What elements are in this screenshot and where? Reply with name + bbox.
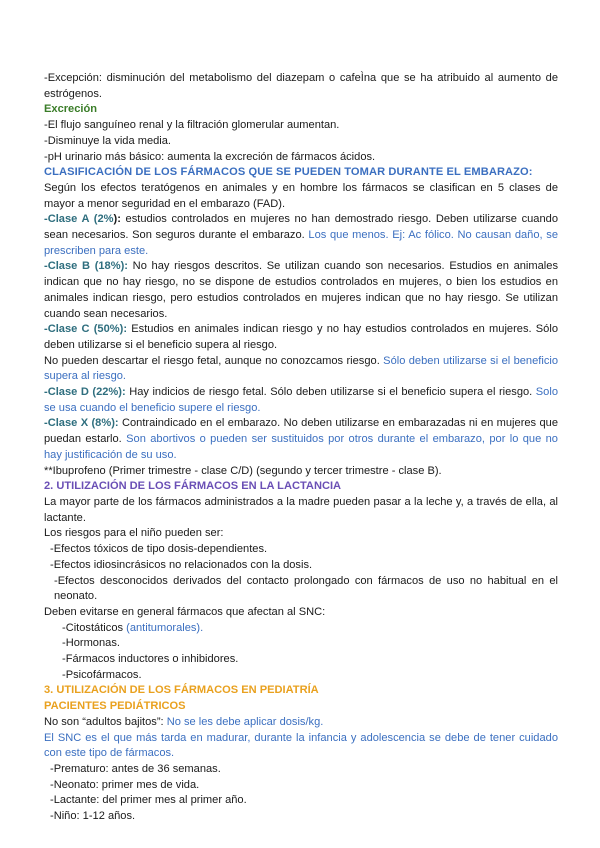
paragraph: Los riesgos para el niño pueden ser:: [44, 527, 224, 540]
clase-d-note: Solo se usa cuando el beneficio supere el riesgo.: [44, 386, 558, 414]
section-heading-excrecion: Excreción: [44, 103, 98, 116]
paragraph-clase-b: [44, 259, 558, 322]
paragraph: Deben evitarse en general fármacos que afectan al SNC:: [44, 605, 326, 618]
clase-c-label: -Clase C (50%):: [44, 323, 128, 336]
text: -Citostáticos: [62, 621, 127, 634]
clase-b-label: -Clase B (18%):: [44, 260, 128, 273]
paragraph: -El flujo sanguíneo renal y la filtración glomerular aumentan.: [44, 119, 340, 132]
clase-x-note: Son abortivos o pueden ser sustituidos por otros durante el embarazo, por lo que no hay justificación de su uso.: [44, 433, 558, 461]
clase-x-text: Contraindicado en el embarazo. No deben utilizarse en embarazadas ni en mujeres que puedan estarlo.: [44, 417, 558, 446]
list-item: -Neonato: primer mes de vida.: [50, 778, 200, 791]
document-page: [44, 71, 558, 825]
clase-x-label: -Clase X (8%):: [44, 417, 119, 430]
subheading-pacientes-pediatricos: PACIENTES PEDIÁTRICOS: [44, 700, 186, 713]
section-heading-pediatria: 3. UTILIZACIÓN DE LOS FÁRMACOS EN PEDIATRÍA: [44, 684, 319, 697]
clase-d-text: Hay indicios de riesgo fetal. Sólo deben utilizarse si el beneficio supera el riesgo.: [125, 386, 536, 399]
list-item: -Psicofármacos.: [62, 668, 142, 681]
paragraph: La mayor parte de los fármacos administrados a la madre pueden pasar a la leche y, a través de ella, al lactante.: [44, 495, 558, 524]
paragraph-clase-a: [44, 212, 558, 259]
paragraph: -pH urinario más básico: aumenta la excreción de fármacos ácidos.: [44, 150, 376, 163]
list-item: -Niño: 1-12 años.: [50, 810, 136, 823]
clase-a-text: estudios controlados en mujeres no han demostrado riesgo. Deben utilizarse cuando sean necesarios. Son seguros durante el embarazo.: [44, 213, 558, 242]
paragraph: [44, 715, 558, 731]
paragraph: Según los efectos teratógenos en animales y en hombre los fármacos se clasifican en 5 clases de mayor a menor seguridad en el embarazo (FAD).: [44, 181, 558, 210]
paragraph-clase-x: [44, 416, 558, 463]
text: No son “adultos bajitos”:: [44, 715, 167, 728]
paragraph-clase-d: [44, 385, 558, 416]
text: No pueden descartar el riesgo fetal, aunque no conozcamos riesgo.: [44, 354, 384, 367]
note: Sólo deben utilizarse si el beneficio supera al riesgo.: [44, 354, 558, 383]
clase-d-label: -Clase D (22%):: [44, 386, 126, 399]
list-item: -Efectos tóxicos de tipo dosis-dependientes.: [50, 543, 268, 556]
paragraph: [44, 354, 558, 385]
list-item: -Lactante: del primer mes al primer año.: [50, 794, 247, 807]
list-item: -Hormonas.: [62, 637, 120, 650]
list-item: -Efectos desconocidos derivados del contacto prolongado con fármacos de uso no habitual en el neonato.: [54, 574, 558, 603]
paragraph: **Ibuprofeno (Primer trimestre - clase C/D) (segundo y tercer trimestre - clase B).: [44, 464, 442, 477]
section-heading-clasificacion: CLASIFICACIÓN DE LOS FÁRMACOS QUE SE PUEDEN TOMAR DURANTE EL EMBARAZO:: [44, 166, 533, 179]
list-item: -Prematuro: antes de 36 semanas.: [50, 762, 221, 775]
section-heading-lactancia: 2. UTILIZACIÓN DE LOS FÁRMACOS EN LA LACTANCIA: [44, 480, 342, 493]
clase-a-note: Los que menos. Ej: Ac fólico. No causan daño, se prescriben para este.: [44, 229, 558, 257]
paragraph-clase-c: [44, 322, 558, 353]
list-item: [44, 621, 558, 637]
paragraph: -Disminuye la vida media.: [44, 134, 172, 147]
paragraph-note: El SNC es el que más tarda en madurar, durante la infancia y adolescencia se debe de tener cuidado con este tipo de fármacos.: [44, 731, 558, 760]
clase-c-text: Estudios en animales indican riesgo y no hay estudios controlados en mujeres. Sólo deben utilizarse si el beneficio supera al riesgo.: [44, 323, 558, 351]
note: (antitumorales).: [126, 621, 204, 634]
clase-a-colon: ):: [113, 213, 121, 226]
list-item: -Efectos idiosincrásicos no relacionados con la dosis.: [50, 558, 313, 571]
note: No se les debe aplicar dosis/kg.: [166, 715, 324, 728]
list-item: -Fármacos inductores o inhibidores.: [62, 653, 239, 666]
clase-b-text: No hay riesgos descritos. Se utilizan cuando son necesarios. Estudios en animales indican que no hay riesgo, no se dispone de estudios controlados en mujeres, o bien los estudios en animales indican riesgo, pero estudios controlados en mujeres indican que no hay riesgo. Se utilizan cuando sean necesarios.: [44, 260, 558, 320]
paragraph: -Excepción: disminución del metabolismo del diazepam o cafeÌna que se ha atribuido al aumento de estrógenos.: [44, 72, 558, 100]
clase-a-label: -Clase A (2%: [44, 213, 114, 226]
